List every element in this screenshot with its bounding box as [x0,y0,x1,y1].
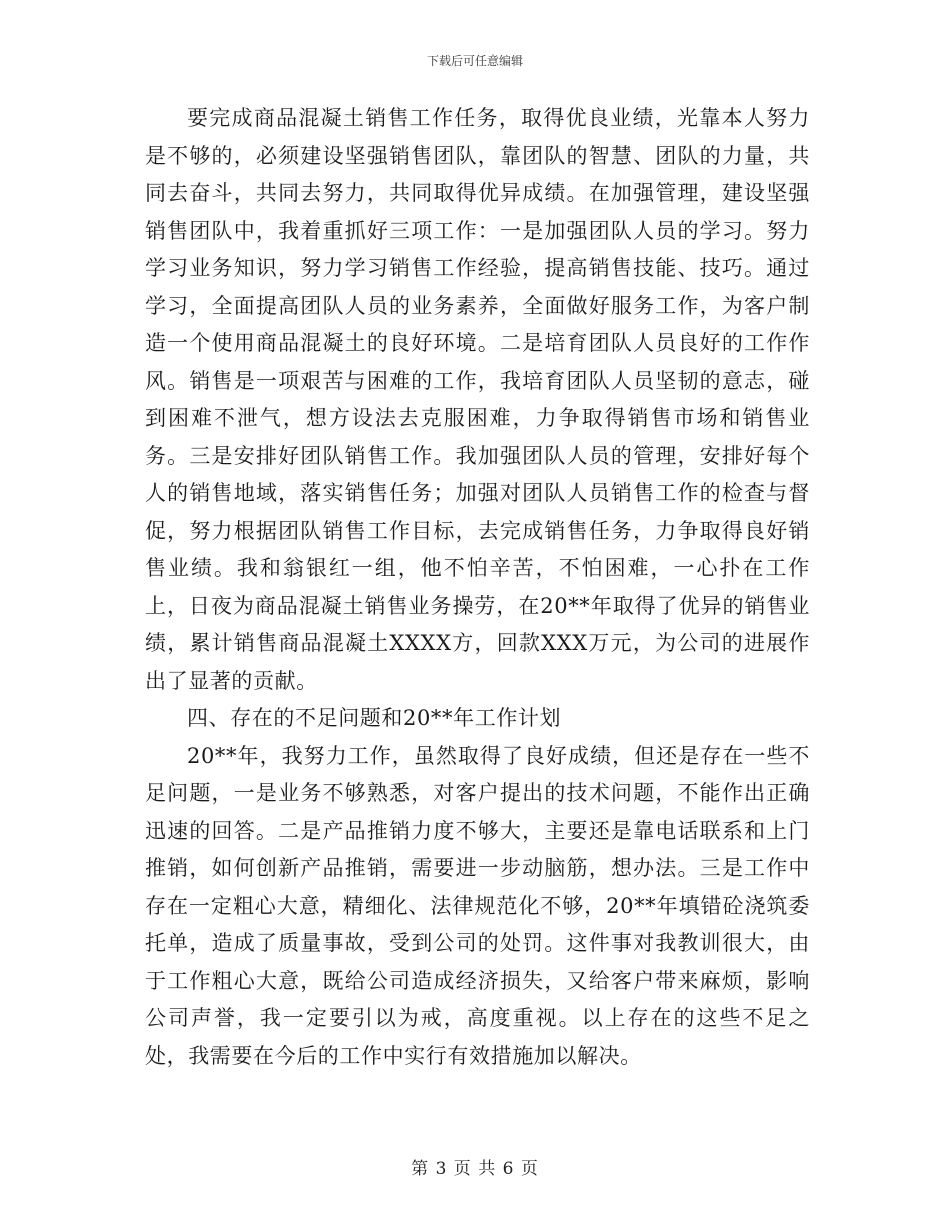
document-body [145,100,810,1075]
page-number: 第 3 页 共 6 页 [411,1159,539,1179]
body-paragraph-shortcomings: 20**年，我努力工作，虽然取得了良好成绩，但还是存在一些不足问题，一是业务不够熟悉，对客户提出的技术问题，不能作出正确迅速的回答。二是产品推销力度不够大，主要还是靠电话联系和上门推销，如何创新产品推销，需要进一步动脑筋，想办法。三是工作中存在一定粗心大意，精细化、法律规范化不够，20**年填错砼浇筑委托单，造成了质量事故，受到公司的处罚。这件事对我教训很大，由于工作粗心大意，既给公司造成经济损失，又给客户带来麻烦，影响公司声誉，我一定要引以为戒，高度重视。以上存在的这些不足之处，我需要在今后的工作中实行有效措施加以解决。 [145,743,810,1068]
page-header [0,52,950,69]
body-paragraph-team-building: 要完成商品混凝土销售工作任务，取得优良业绩，光靠本人努力是不够的，必须建设坚强销售团队，靠团队的智慧、团队的力量，共同去奋斗，共同去努力，共同取得优异成绩。在加强管理，建设坚强销售团队中，我着重抓好三项工作：一是加强团队人员的学习。努力学习业务知识，努力学习销售工作经验，提高销售技能、技巧。通过学习，全面提高团队人员的业务素养，全面做好服务工作，为客户制造一个使用商品混凝土的良好环境。二是培育团队人员良好的工作作风。销售是一项艰苦与困难的工作，我培育团队人员坚韧的意志，碰到困难不泄气，想方设法去克服困难，力争取得销售市场和销售业务。三是安排好团队销售工作。我加强团队人员的管理，安排好每个人的销售地域，落实销售任务；加强对团队人员销售工作的检查与督促，努力根据团队销售工作目标，去完成销售任务，力争取得良好销售业绩。我和翁银红一组，他不怕辛苦，不怕困难，一心扑在工作上，日夜为商品混凝土销售业务操劳，在20**年取得了优异的销售业绩，累计销售商品混凝土XXXX方，回款XXX万元，为公司的进展作出了显著的贡献。 [145,106,810,693]
page-footer [0,1154,950,1179]
section-heading: 四、存在的不足问题和20**年工作计划 [187,706,562,730]
header-text: 下载后可任意编辑 [426,54,523,68]
